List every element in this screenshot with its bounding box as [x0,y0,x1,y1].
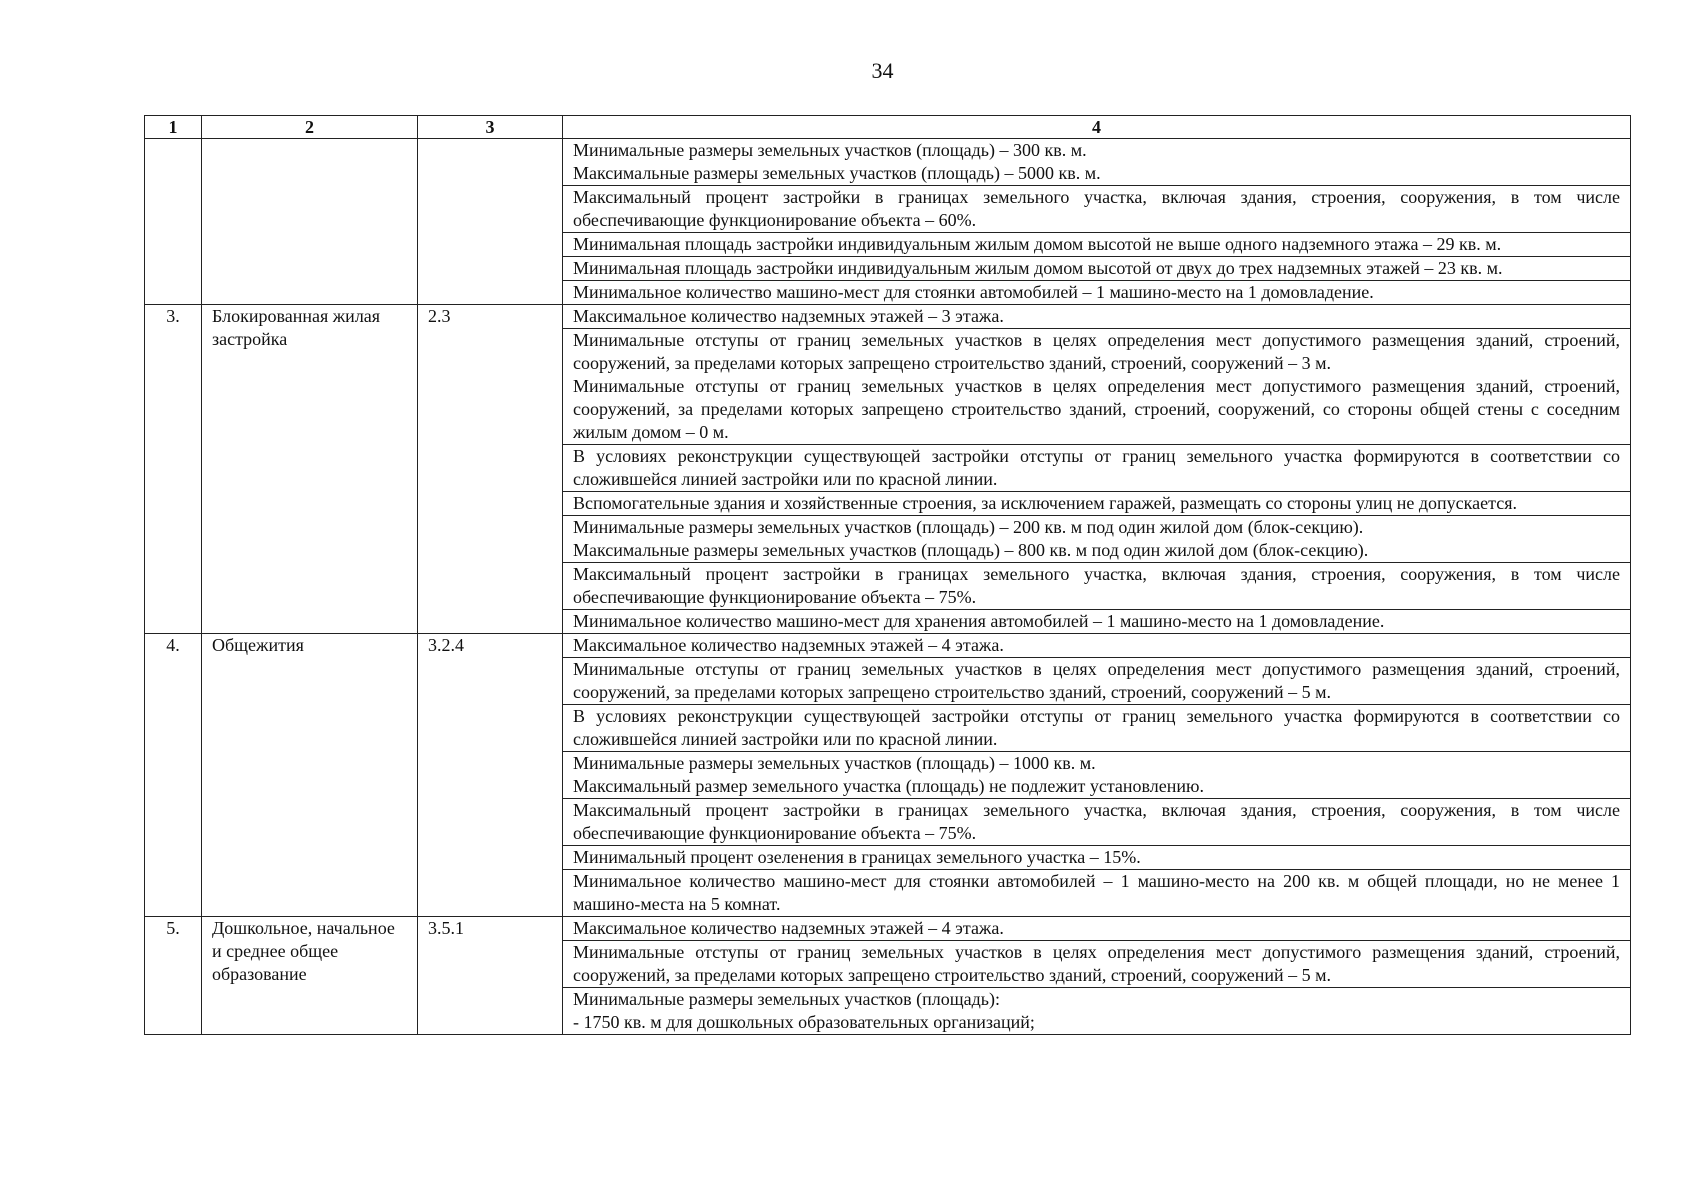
column-header-4: 4 [563,116,1631,139]
requirement-cell [563,870,1631,917]
requirement-text: Минимальная площадь застройки индивидуальным жилым домом высотой от двух до трех надземных этажей – 23 кв. м. [573,258,1503,278]
row-number: 3. [145,305,202,634]
empty-name-cell [202,139,418,305]
column-header-1: 1 [145,116,202,139]
requirement-text: Минимальные размеры земельных участков (площадь) – 1000 кв. м. [573,753,1096,773]
column-header-3: 3 [418,116,563,139]
requirement-cell [563,257,1631,281]
requirement-cell [563,799,1631,846]
requirement-cell [563,658,1631,705]
requirement-cell [563,186,1631,233]
requirement-text: Минимальные отступы от границ земельных участков в целях определения мест допустимого размещения зданий, строений, сооружений, за пределами которых запрещено строительство зданий, строений, сооружений – 3 м. [573,330,1620,373]
land-use-name: Дошкольное, начальное и среднее общее образование [202,917,418,1035]
requirement-text: Минимальные размеры земельных участков (площадь) – 300 кв. м. [573,140,1087,160]
requirement-cell [563,492,1631,516]
requirement-text: Максимальные размеры земельных участков (площадь) – 800 кв. м под один жилой дом (блок-секцию). [573,540,1369,560]
requirement-text: Минимальные отступы от границ земельных участков в целях определения мест допустимого размещения зданий, строений, сооружений, за пределами которых запрещено строительство зданий, строений, сооружений – 5 м. [573,942,1620,985]
requirement-text: Максимальный процент застройки в границах земельного участка, включая здания, строения, сооружения, в том числе обеспечивающие функционирование объекта – 75%. [573,800,1620,843]
requirement-text: Минимальные размеры земельных участков (площадь): [573,989,1000,1009]
requirement-text: Максимальное количество надземных этажей – 4 этажа. [573,918,1004,938]
requirement-cell [563,917,1631,941]
requirement-text: Минимальное количество машино-мест для стоянки автомобилей – 1 машино-место на 1 домовладение. [573,282,1374,302]
table-row [145,305,1631,329]
land-use-name: Общежития [202,634,418,917]
requirement-text: Максимальные размеры земельных участков (площадь) – 5000 кв. м. [573,163,1101,183]
requirement-cell [563,139,1631,186]
requirement-text: Минимальные отступы от границ земельных участков в целях определения мест допустимого размещения зданий, строений, сооружений, за пределами которых запрещено строительство зданий, строений, сооружений – 5 м. [573,659,1620,702]
empty-code-cell [418,139,563,305]
requirement-text: Максимальный процент застройки в границах земельного участка, включая здания, строения, сооружения, в том числе обеспечивающие функционирование объекта – 60%. [573,187,1620,230]
requirement-text: Минимальный процент озеленения в границах земельного участка – 15%. [573,847,1141,867]
requirement-text: Максимальный процент застройки в границах земельного участка, включая здания, строения, сооружения, в том числе обеспечивающие функционирование объекта – 75%. [573,564,1620,607]
requirement-cell [563,634,1631,658]
page-number: 34 [871,58,894,83]
requirement-cell [563,941,1631,988]
requirement-cell [563,281,1631,305]
requirement-cell [563,233,1631,257]
requirement-cell [563,445,1631,492]
requirement-text: Вспомогательные здания и хозяйственные строения, за исключением гаражей, размещать со стороны улиц не допускается. [573,493,1517,513]
row-number: 5. [145,917,202,1035]
requirement-text: Минимальные отступы от границ земельных участков в целях определения мест допустимого размещения зданий, строений, сооружений, за пределами которых запрещено строительство зданий, строений, сооружений, со стороны общей стены с соседним жилым домом – 0 м. [573,376,1620,442]
regulations-table [144,115,1631,1035]
table-header-row [145,116,1631,139]
requirement-cell [563,846,1631,870]
requirement-cell [563,516,1631,563]
requirement-cell [563,329,1631,445]
table-row [145,634,1631,658]
requirement-text: Максимальное количество надземных этажей – 3 этажа. [573,306,1004,326]
requirement-text: Минимальное количество машино-мест для стоянки автомобилей – 1 машино-место на 200 кв. м общей площади, но не менее 1 машино-места на 5 комнат. [573,871,1620,914]
land-use-code: 3.5.1 [418,917,563,1035]
requirement-cell [563,988,1631,1035]
table-body [145,139,1631,1035]
requirement-text: Максимальный размер земельного участка (площадь) не подлежит установлению. [573,776,1204,796]
requirement-text: В условиях реконструкции существующей застройки отступы от границ земельного участка формируются в соответствии со сложившейся линией застройки или по красной линии. [573,706,1620,749]
requirement-text: Минимальные размеры земельных участков (площадь) – 200 кв. м под один жилой дом (блок-секцию). [573,517,1364,537]
requirement-text: Максимальное количество надземных этажей – 4 этажа. [573,635,1004,655]
land-use-name: Блокированная жилая застройка [202,305,418,634]
requirement-cell [563,610,1631,634]
requirement-text: Минимальное количество машино-мест для хранения автомобилей – 1 машино-место на 1 домовладение. [573,611,1385,631]
requirement-cell [563,305,1631,329]
land-use-code: 3.2.4 [418,634,563,917]
requirement-cell [563,705,1631,752]
table-row [145,917,1631,941]
requirement-text: - 1750 кв. м для дошкольных образовательных организаций; [573,1012,1035,1032]
table-row [145,139,1631,186]
requirement-cell [563,563,1631,610]
empty-num-cell [145,139,202,305]
land-use-code: 2.3 [418,305,563,634]
requirement-cell [563,752,1631,799]
column-header-2: 2 [202,116,418,139]
requirement-text: В условиях реконструкции существующей застройки отступы от границ земельного участка формируются в соответствии со сложившейся линией застройки или по красной линии. [573,446,1620,489]
requirement-text: Минимальная площадь застройки индивидуальным жилым домом высотой не выше одного надземного этажа – 29 кв. м. [573,234,1502,254]
row-number: 4. [145,634,202,917]
